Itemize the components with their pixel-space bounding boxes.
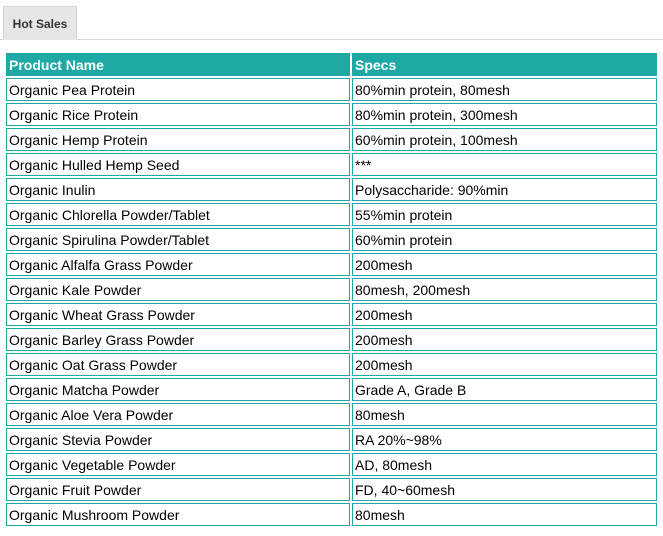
- table-row: [6, 353, 657, 376]
- table-row: [6, 278, 657, 301]
- table-body: [6, 78, 657, 526]
- table-row: [6, 378, 657, 401]
- table-row: [6, 453, 657, 476]
- specs-cell: 80%min protein, 300mesh: [352, 103, 657, 126]
- specs-cell: ***: [352, 153, 657, 176]
- table-row: [6, 253, 657, 276]
- tab-bar: [0, 0, 663, 40]
- product-name-cell: Organic Fruit Powder: [6, 478, 350, 501]
- specs-cell: 200mesh: [352, 303, 657, 326]
- specs-cell: RA 20%~98%: [352, 428, 657, 451]
- specs-cell: 200mesh: [352, 353, 657, 376]
- table-row: [6, 403, 657, 426]
- product-name-cell: Organic Rice Protein: [6, 103, 350, 126]
- tab-hot-sales[interactable]: Hot Sales: [3, 6, 77, 40]
- product-table: [4, 51, 659, 528]
- product-name-cell: Organic Alfalfa Grass Powder: [6, 253, 350, 276]
- product-name-cell: Organic Aloe Vera Powder: [6, 403, 350, 426]
- specs-cell: AD, 80mesh: [352, 453, 657, 476]
- product-name-cell: Organic Wheat Grass Powder: [6, 303, 350, 326]
- specs-cell: 200mesh: [352, 253, 657, 276]
- table-row: [6, 78, 657, 101]
- column-header-specs: Specs: [352, 53, 657, 76]
- product-name-cell: Organic Stevia Powder: [6, 428, 350, 451]
- specs-cell: FD, 40~60mesh: [352, 478, 657, 501]
- specs-cell: 80mesh: [352, 503, 657, 526]
- table-row: [6, 478, 657, 501]
- product-name-cell: Organic Spirulina Powder/Tablet: [6, 228, 350, 251]
- specs-cell: 55%min protein: [352, 203, 657, 226]
- product-name-cell: Organic Matcha Powder: [6, 378, 350, 401]
- product-name-cell: Organic Vegetable Powder: [6, 453, 350, 476]
- table-header-row: [6, 53, 657, 76]
- table-row: [6, 153, 657, 176]
- product-name-cell: Organic Oat Grass Powder: [6, 353, 350, 376]
- specs-cell: 60%min protein, 100mesh: [352, 128, 657, 151]
- table-row: [6, 103, 657, 126]
- table-row: [6, 178, 657, 201]
- product-name-cell: Organic Mushroom Powder: [6, 503, 350, 526]
- specs-cell: Polysaccharide: 90%min: [352, 178, 657, 201]
- table-row: [6, 203, 657, 226]
- specs-cell: 80mesh: [352, 403, 657, 426]
- table-row: [6, 228, 657, 251]
- specs-cell: 200mesh: [352, 328, 657, 351]
- specs-cell: 80%min protein, 80mesh: [352, 78, 657, 101]
- table-row: [6, 328, 657, 351]
- specs-cell: 80mesh, 200mesh: [352, 278, 657, 301]
- product-name-cell: Organic Pea Protein: [6, 78, 350, 101]
- specs-cell: Grade A, Grade B: [352, 378, 657, 401]
- product-name-cell: Organic Hemp Protein: [6, 128, 350, 151]
- table-row: [6, 428, 657, 451]
- product-name-cell: Organic Kale Powder: [6, 278, 350, 301]
- product-name-cell: Organic Barley Grass Powder: [6, 328, 350, 351]
- table-row: [6, 503, 657, 526]
- product-name-cell: Organic Hulled Hemp Seed: [6, 153, 350, 176]
- table-row: [6, 303, 657, 326]
- column-header-product-name: Product Name: [6, 53, 350, 76]
- specs-cell: 60%min protein: [352, 228, 657, 251]
- table-row: [6, 128, 657, 151]
- product-name-cell: Organic Inulin: [6, 178, 350, 201]
- product-name-cell: Organic Chlorella Powder/Tablet: [6, 203, 350, 226]
